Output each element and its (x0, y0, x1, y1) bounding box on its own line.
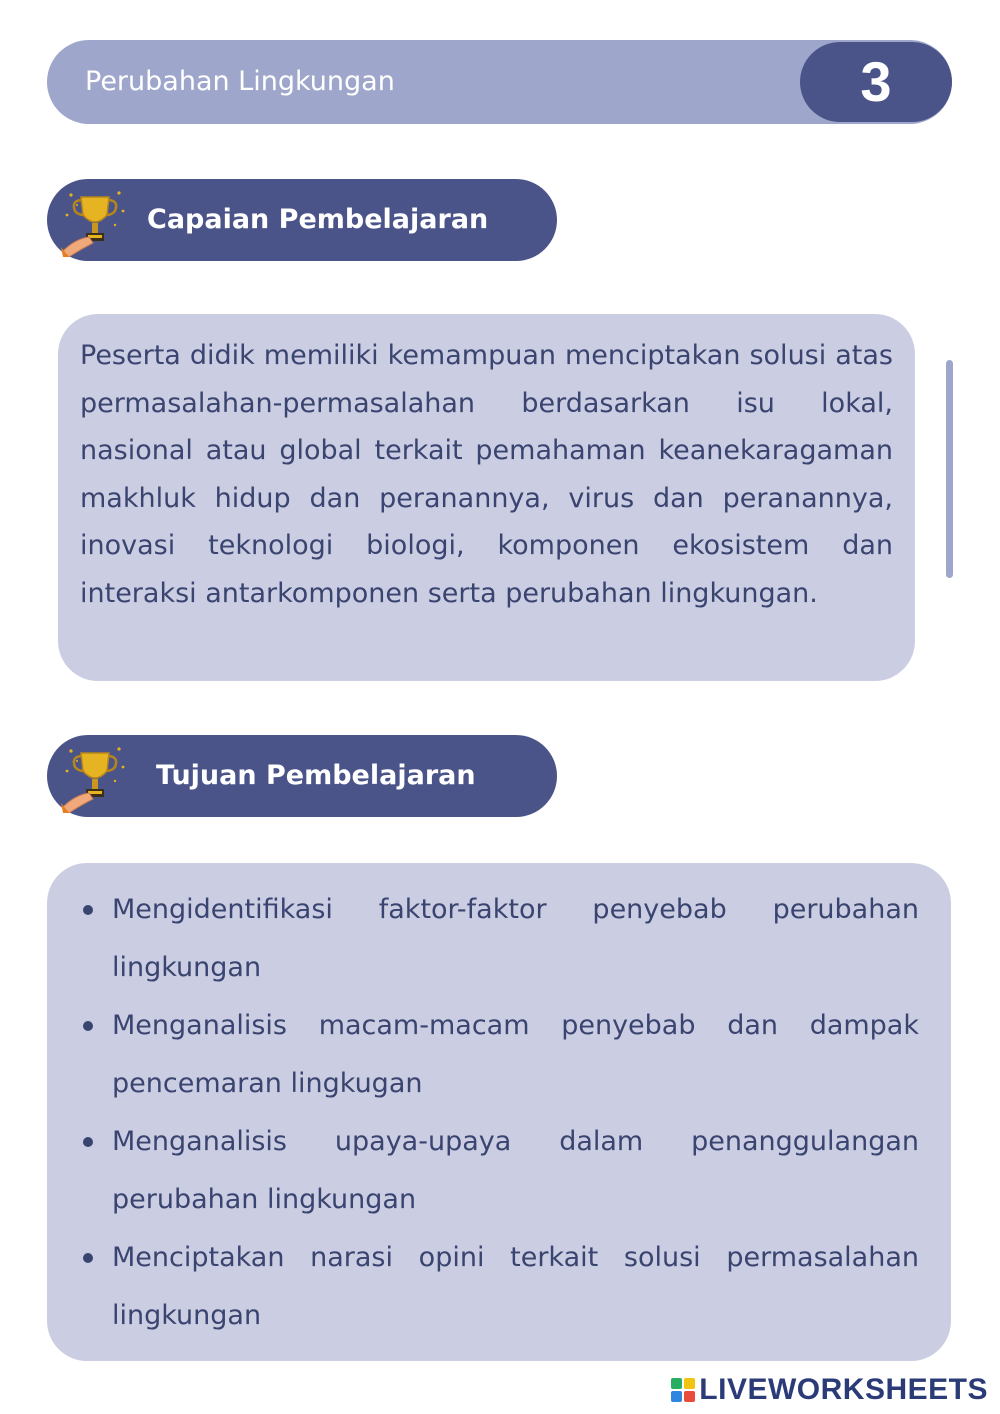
page-title: Perubahan Lingkungan (85, 66, 395, 97)
list-item (77, 881, 919, 997)
scrollbar[interactable] (946, 360, 953, 578)
list-item (77, 1113, 919, 1229)
list-item-text: Mengidentifikasi faktor-faktor penyebab perubahan lingkungan (112, 894, 919, 983)
header-bar (47, 40, 952, 124)
page-number-badge: 3 (800, 42, 952, 122)
capaian-heading: Capaian Pembelajaran (147, 204, 489, 235)
capaian-card (58, 314, 915, 681)
tujuan-heading: Tujuan Pembelajaran (156, 760, 476, 791)
tujuan-list (77, 881, 919, 1345)
list-item (77, 997, 919, 1113)
bullet-icon (83, 1137, 93, 1147)
tujuan-card (47, 863, 951, 1361)
list-item-text: Menganalisis upaya-upaya dalam penanggulangan perubahan lingkungan (112, 1126, 919, 1215)
capaian-text: Peserta didik memiliki kemampuan menciptakan solusi atas permasalahan-permasalahan berdasarkan isu lokal, nasional atau global terkait pemahaman keanekaragaman makhluk hidup dan peranannya, virus dan peranannya, inovasi teknologi biologi, komponen ekosistem dan interaksi antarkomponen serta perubahan lingkungan. (80, 340, 893, 609)
trophy-icon (59, 741, 131, 813)
bullet-icon (83, 1021, 93, 1031)
tujuan-heading-pill (47, 735, 557, 817)
liveworksheets-logo[interactable] (671, 1372, 988, 1408)
list-item-text: Menciptakan narasi opini terkait solusi permasalahan lingkungan (112, 1242, 919, 1331)
trophy-icon (59, 185, 131, 257)
liveworksheets-grid-icon (671, 1378, 695, 1402)
bullet-icon (83, 1253, 93, 1263)
brand-name: LIVEWORKSHEETS (699, 1373, 988, 1406)
list-item-text: Menganalisis macam-macam penyebab dan dampak pencemaran lingkugan (112, 1010, 919, 1099)
list-item (77, 1229, 919, 1345)
capaian-heading-pill (47, 179, 557, 261)
bullet-icon (83, 905, 93, 915)
